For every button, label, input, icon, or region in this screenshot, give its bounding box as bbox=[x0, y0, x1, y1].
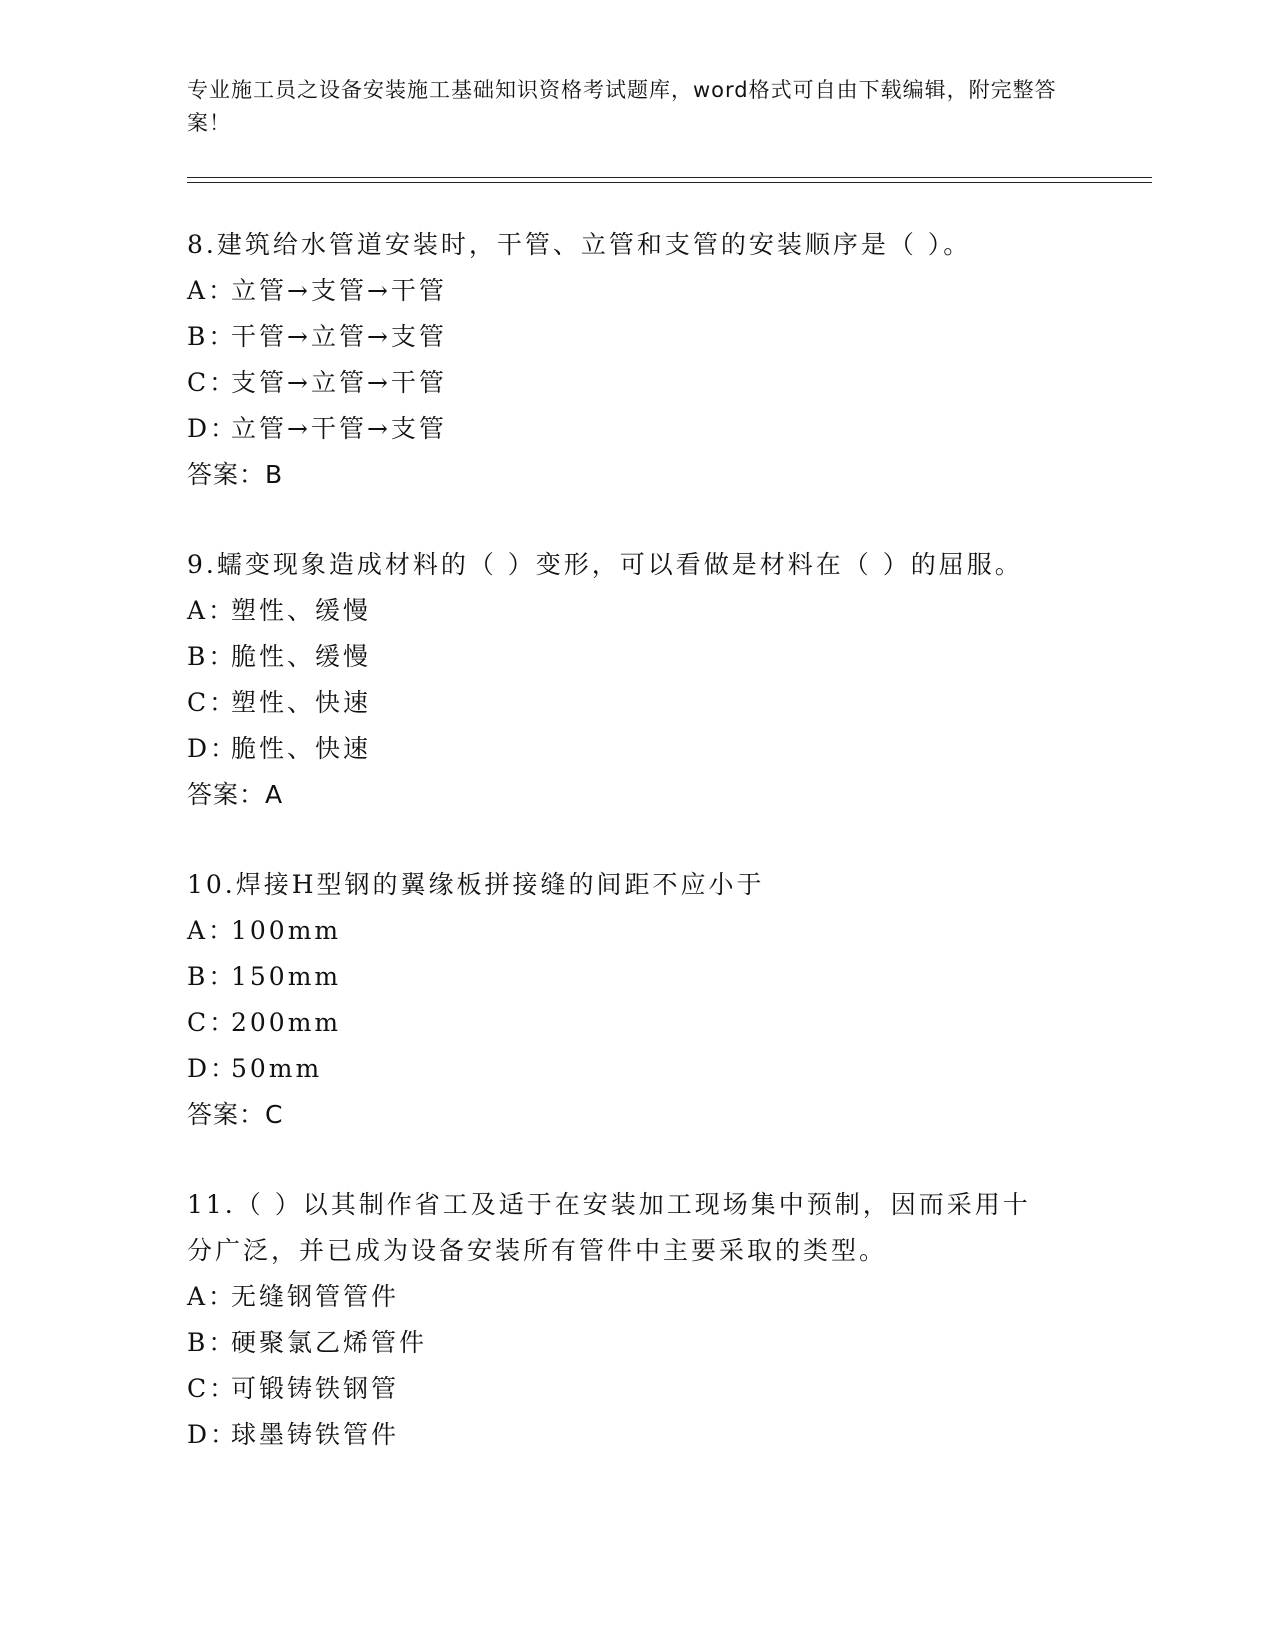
option-text: 50mm bbox=[231, 1054, 323, 1083]
option-text: 脆性、缓慢 bbox=[231, 642, 372, 671]
option-key: A： bbox=[187, 276, 237, 305]
option-b bbox=[187, 954, 1087, 1000]
option-text: 200mm bbox=[231, 1008, 342, 1037]
option-d bbox=[187, 406, 1087, 452]
option-key: B： bbox=[187, 962, 237, 991]
option-text: 硬聚氯乙烯管件 bbox=[231, 1328, 428, 1357]
option-text: 无缝钢管管件 bbox=[231, 1282, 400, 1311]
option-d bbox=[187, 1046, 1087, 1092]
answer-line: 答案：A bbox=[187, 780, 284, 809]
option-text: 可锻铸铁钢管 bbox=[231, 1374, 400, 1403]
option-key: C： bbox=[187, 368, 238, 397]
document-header: 专业施工员之设备安装施工基础知识资格考试题库，word格式可自由下载编辑，附完整答案！ bbox=[187, 78, 1057, 135]
option-a bbox=[187, 268, 1087, 314]
option-key: B： bbox=[187, 322, 237, 351]
question-stem: 10.焊接H型钢的翼缘板拼接缝的间距不应小于 bbox=[187, 870, 765, 899]
option-text: 150mm bbox=[231, 962, 342, 991]
option-key: A： bbox=[187, 596, 237, 625]
question-stem: 8.建筑给水管道安装时，干管、立管和支管的安装顺序是（ ）。 bbox=[187, 230, 972, 259]
option-text: 100mm bbox=[231, 916, 342, 945]
question-stem: 9.蠕变现象造成材料的（ ）变形，可以看做是材料在（ ）的屈服。 bbox=[187, 550, 1023, 579]
question-10 bbox=[187, 862, 1087, 1138]
header-divider-top bbox=[187, 177, 1152, 178]
option-text: 塑性、缓慢 bbox=[231, 596, 372, 625]
option-b bbox=[187, 314, 1087, 360]
option-c bbox=[187, 1366, 1087, 1412]
header-divider-bottom bbox=[187, 182, 1152, 183]
option-b bbox=[187, 1320, 1087, 1366]
option-text: 立管→支管→干管 bbox=[231, 276, 447, 305]
option-b bbox=[187, 634, 1087, 680]
option-key: C： bbox=[187, 1374, 238, 1403]
option-key: C： bbox=[187, 1008, 238, 1037]
option-text: 脆性、快速 bbox=[231, 734, 372, 763]
option-d bbox=[187, 726, 1087, 772]
option-key: D： bbox=[187, 734, 239, 763]
option-key: D： bbox=[187, 414, 239, 443]
option-a bbox=[187, 588, 1087, 634]
option-c bbox=[187, 360, 1087, 406]
option-text: 干管→立管→支管 bbox=[231, 322, 447, 351]
question-11 bbox=[187, 1182, 1087, 1458]
option-a bbox=[187, 908, 1087, 954]
option-key: B： bbox=[187, 642, 237, 671]
option-key: A： bbox=[187, 1282, 237, 1311]
option-d bbox=[187, 1412, 1087, 1458]
option-text: 立管→干管→支管 bbox=[231, 414, 447, 443]
answer-line: 答案：B bbox=[187, 460, 284, 489]
answer-line: 答案：C bbox=[187, 1100, 284, 1129]
option-key: D： bbox=[187, 1054, 239, 1083]
question-8 bbox=[187, 222, 1087, 498]
question-9 bbox=[187, 542, 1087, 818]
option-text: 塑性、快速 bbox=[231, 688, 372, 717]
option-c bbox=[187, 680, 1087, 726]
option-key: A： bbox=[187, 916, 237, 945]
option-c bbox=[187, 1000, 1087, 1046]
option-key: C： bbox=[187, 688, 238, 717]
option-key: D： bbox=[187, 1420, 239, 1449]
option-key: B： bbox=[187, 1328, 237, 1357]
question-stem: 11.（ ）以其制作省工及适于在安装加工现场集中预制，因而采用十分广泛，并已成为设备安装所有管件中主要采取的类型。 bbox=[187, 1190, 1031, 1265]
option-text: 支管→立管→干管 bbox=[231, 368, 447, 397]
option-a bbox=[187, 1274, 1087, 1320]
option-text: 球墨铸铁管件 bbox=[231, 1420, 400, 1449]
